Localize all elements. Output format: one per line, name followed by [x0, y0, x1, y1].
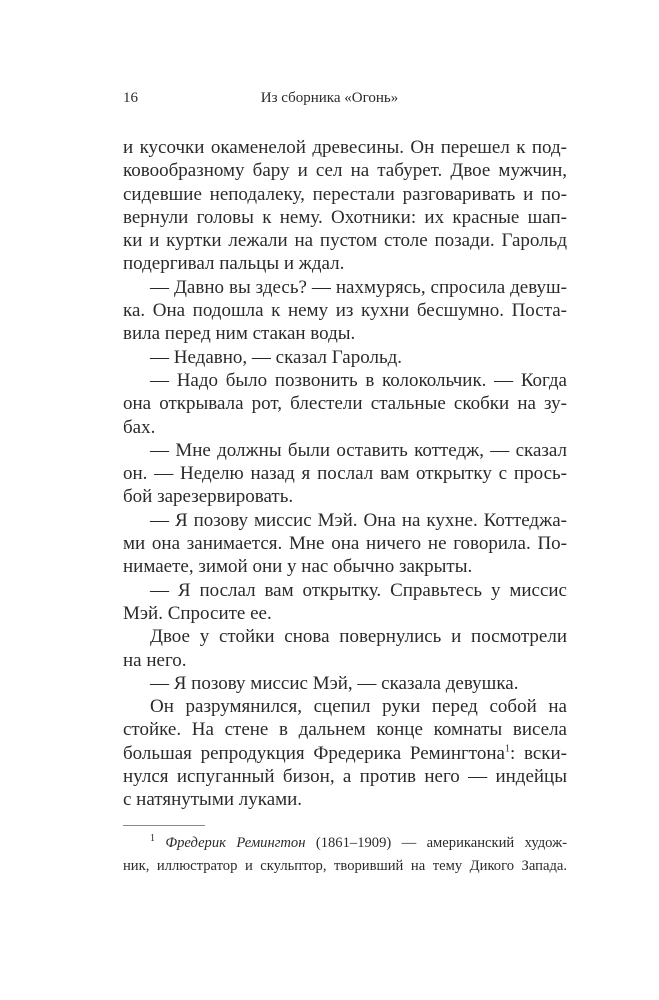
text-line [123, 788, 567, 811]
text-line-content: подергивал пальцы и ждал. [123, 253, 345, 275]
text-line [123, 183, 567, 206]
text-line-content: — Мне должны были оставить коттедж, — сказал [150, 439, 567, 461]
text-line-content: нимаете, зимой они у нас обычно закрыты. [123, 556, 473, 578]
text-line-content: — Недавно, — сказал Гарольд. [150, 346, 403, 368]
text-line-content: ки и куртки лежали на пустом столе позади. Гарольд [123, 230, 567, 252]
text-line-content: бах. [123, 416, 156, 438]
text-line-content: — Надо было позвонить в колокольчик. — Когда [150, 369, 567, 391]
text-line-content: — Я послал вам открытку. Справьтесь у миссис [150, 579, 567, 601]
text-line-content: Двое у стойки снова повернулись и посмотрели [150, 626, 567, 648]
text-line [123, 672, 567, 695]
footnote-name: Фредерик Ремингтон [165, 835, 306, 851]
text-line [123, 439, 567, 462]
text-line [123, 159, 567, 182]
text-line [123, 649, 567, 672]
text-line-content: Мэй. Спросите ее. [123, 602, 272, 624]
text-line-content: и кусочки окаменелой древесины. Он перешел к под- [123, 137, 567, 158]
text-line-content: ми она занимается. Мне она ничего не говорила. По- [123, 533, 567, 555]
text-line [123, 555, 567, 578]
text-line-content: — Я позову миссис Мэй, — сказала девушка. [150, 672, 519, 694]
body-text [123, 136, 567, 812]
text-line-content: вила перед ним стакан воды. [123, 323, 356, 345]
text-line [123, 369, 567, 392]
text-line [123, 579, 567, 602]
text-line-content: нулся испуганный бизон, а против него — индейцы [123, 766, 567, 788]
text-line [123, 392, 567, 415]
text-line [123, 532, 567, 555]
text-line [123, 509, 567, 532]
text-line-content: он. — Неделю назад я послал вам открытку с прось- [123, 463, 567, 485]
text-line-content: с натянутыми луками. [123, 789, 303, 811]
text-line [123, 252, 567, 275]
text-line-content: — Давно вы здесь? — нахмурясь, спросила девуш- [150, 276, 567, 298]
text-line-continuation: : вски- [509, 742, 567, 764]
running-title: Из сборника «Огонь» [260, 90, 399, 106]
text-line-content: на него. [123, 649, 187, 671]
text-line [123, 695, 567, 718]
text-line [123, 136, 567, 159]
text-line [123, 206, 567, 229]
text-line [123, 276, 567, 299]
text-line [123, 718, 567, 741]
text-line [123, 462, 567, 485]
text-line [123, 346, 567, 369]
footnote-reference[interactable]: 1 [504, 743, 510, 755]
text-line-content: она открывала рот, блестели стальные скобки на зу- [123, 393, 567, 415]
text-line-content: вернули головы к нему. Охотники: их красные шап- [123, 206, 567, 228]
text-line [123, 416, 567, 439]
text-line-content: стойке. На стене в дальнем конце комнаты висела [123, 719, 567, 741]
text-line [123, 625, 567, 648]
text-line-content: ка. Она подошла к нему из кухни бесшумно. Поста- [123, 300, 567, 322]
text-line [123, 299, 567, 322]
text-line-content: сидевшие неподалеку, перестали разговаривать и по- [123, 183, 567, 205]
footnote-marker: 1 [150, 833, 155, 845]
text-line [123, 765, 567, 788]
text-line-content: ковообразному бару и сел на табурет. Двое мужчин, [123, 160, 567, 182]
page-number: 16 [123, 90, 138, 106]
text-line-content: большая репродукция Фредерика Ремингтона [123, 742, 505, 764]
footnote-rule [123, 825, 205, 826]
text-line [123, 742, 567, 765]
text-line-content: бой зарезервировать. [123, 486, 294, 508]
text-line-content: — Я позову миссис Мэй. Она на кухне. Коттеджа- [150, 509, 567, 531]
text-line-content: Он разрумянился, сцепил руки перед собой на [150, 696, 567, 718]
footnote [123, 832, 567, 879]
footnote-line1: (1861–1909) — американский худож- [305, 835, 568, 851]
footnote-line2: ник, иллюстратор и скульптор, творивший на тему Дикого Запада. [123, 858, 567, 875]
text-line [123, 602, 567, 625]
text-line [123, 322, 567, 345]
text-line [123, 229, 567, 252]
text-line [123, 485, 567, 508]
